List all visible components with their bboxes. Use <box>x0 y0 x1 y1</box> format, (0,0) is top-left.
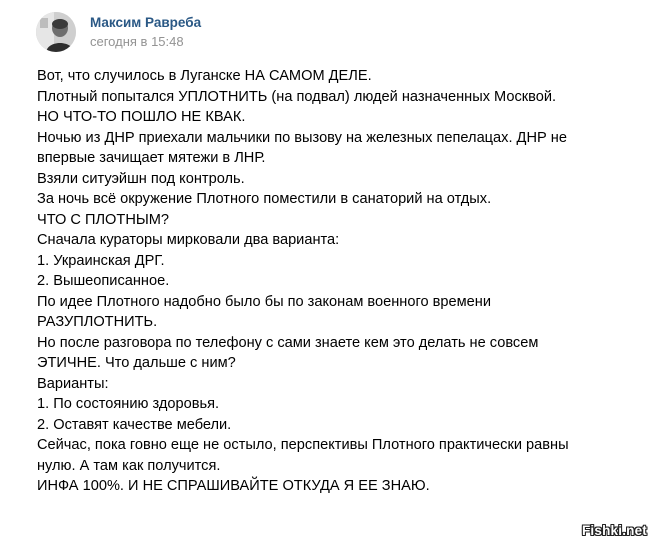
post-text-line: Ночью из ДНР приехали мальчики по вызову на железных пепелацах. ДНР не <box>37 129 567 146</box>
post-text-line: Варианты: <box>37 375 109 392</box>
post-text-line: РАЗУПЛОТНИТЬ. <box>37 314 158 330</box>
post-text <box>37 66 637 497</box>
post-text-line: НО ЧТО-ТО ПОШЛО НЕ КВАК. <box>37 109 246 125</box>
post-text-line: Но после разговора по телефону с сами знаете кем это делать не совсем <box>37 334 539 351</box>
post-text-line: ЭТИЧНЕ. Что дальше с ним? <box>37 355 236 371</box>
post-header <box>36 10 201 54</box>
post-text-line: ЧТО С ПЛОТНЫМ? <box>37 211 170 228</box>
post-text-line: Взяли ситуэйшн под контроль. <box>37 170 245 187</box>
author-block <box>90 14 201 50</box>
post-text-line: Сначала кураторы мирковали два варианта: <box>37 232 340 248</box>
post-text-line: Вот, что случилось в Луганске НА САМОМ ДЕЛЕ. <box>37 68 372 84</box>
post-text-line: Плотный попытался УПЛОТНИТЬ (на подвал) людей назначенных Москвой. <box>37 88 557 105</box>
fishki-watermark: Fishki.net <box>581 523 647 538</box>
avatar-image <box>36 12 76 52</box>
author-name-link[interactable]: Максим Равреба <box>90 15 202 30</box>
post-text-line: 1. По состоянию здоровья. <box>37 396 220 412</box>
post-text-line: нулю. А там как получится. <box>37 457 221 474</box>
post-text-line: ИНФА 100%. И НЕ СПРАШИВАЙТЕ ОТКУДА Я ЕЕ ЗНАЮ. <box>37 478 430 494</box>
post-text-line: 2. Оставят качестве мебели. <box>37 416 232 433</box>
post-text-line: Сейчас, пока говно еще не остыло, перспективы Плотного практически равны <box>37 437 569 453</box>
author-avatar[interactable] <box>36 12 76 52</box>
post-text-line: За ночь всё окружение Плотного поместили в санаторий на отдых. <box>37 191 492 207</box>
post-text-line: 1. Украинская ДРГ. <box>37 252 165 269</box>
post-timestamp[interactable]: сегодня в 15:48 <box>90 34 184 49</box>
post-text-line: 2. Вышеописанное. <box>37 273 170 289</box>
post-text-line: По идее Плотного надобно было бы по законам военного времени <box>37 293 491 310</box>
post-text-line: впервые зачищает мятежи в ЛНР. <box>37 150 266 166</box>
